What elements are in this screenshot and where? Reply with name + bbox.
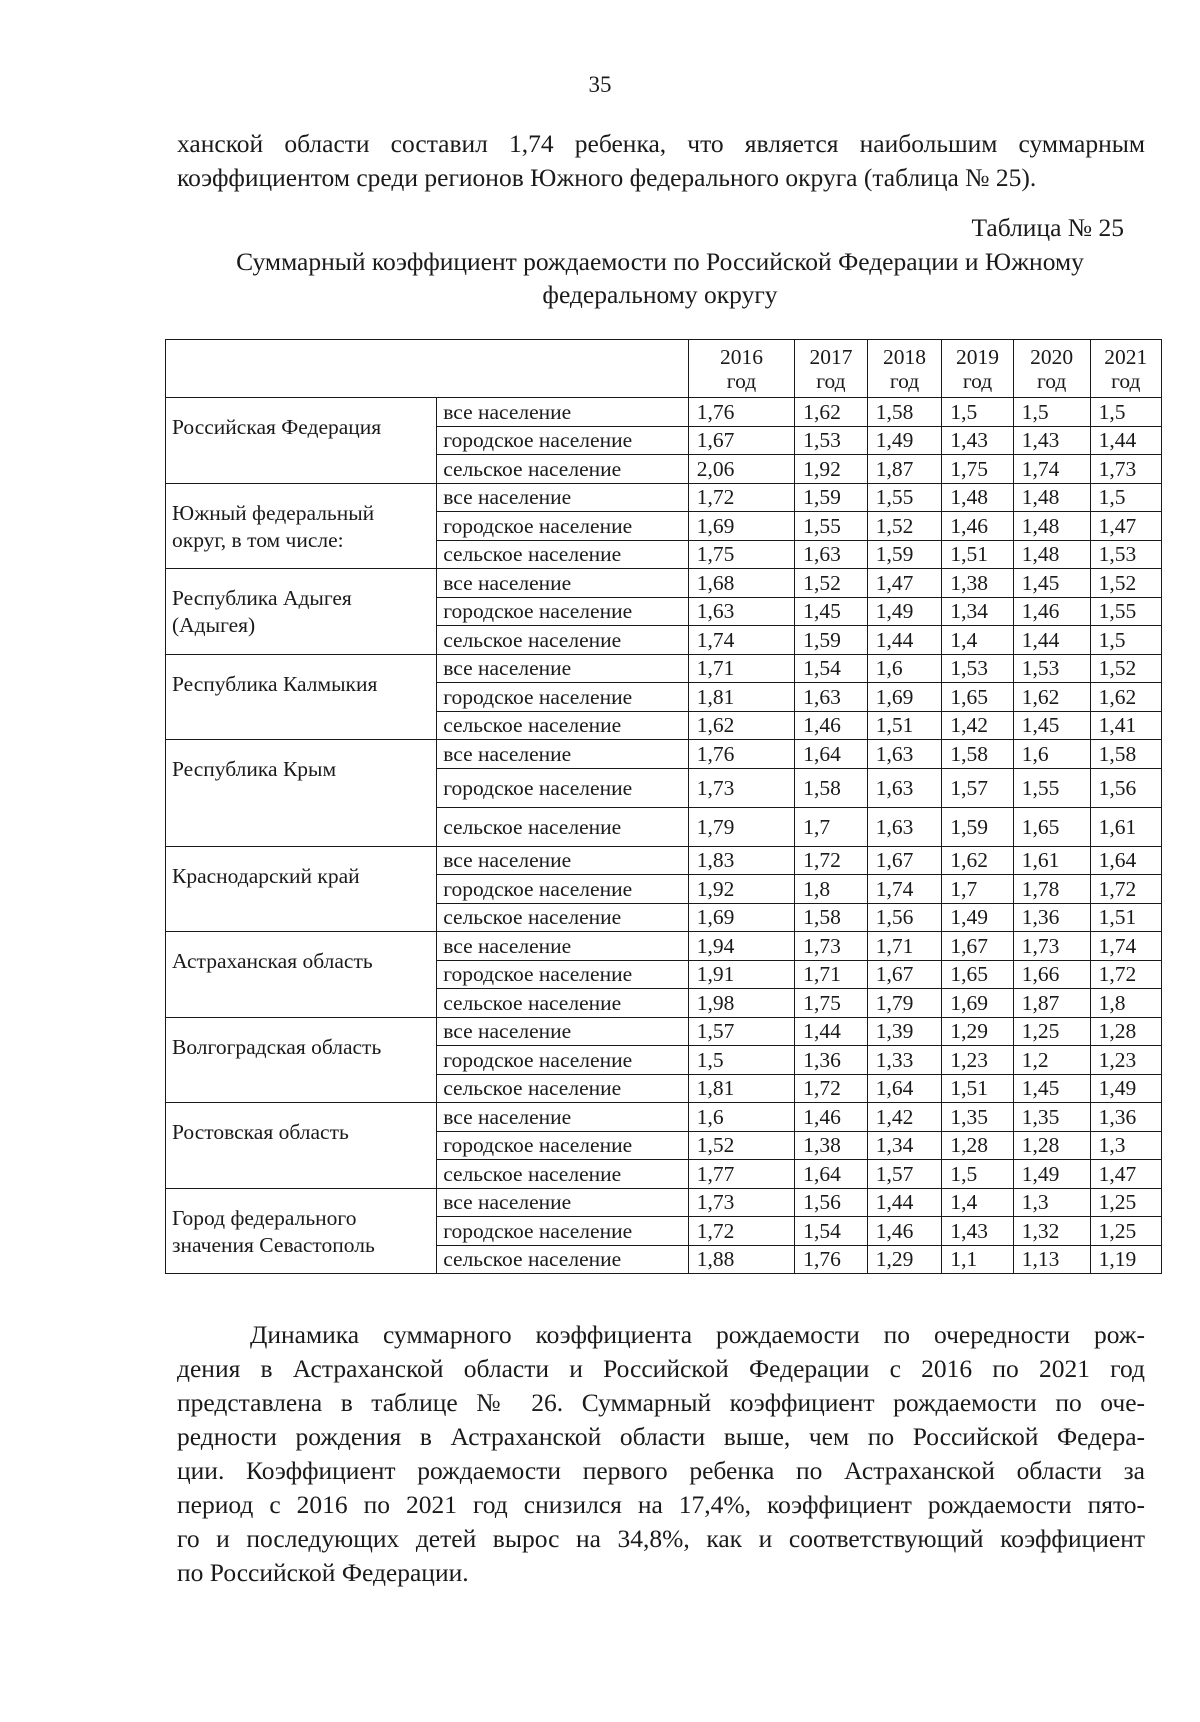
population-category-cell: сельское население — [437, 807, 688, 846]
rate-value-cell: 1,42 — [942, 711, 1013, 740]
population-category-cell: городское население — [437, 875, 688, 904]
table-row — [166, 1017, 1162, 1046]
rate-value-cell: 1,53 — [1090, 540, 1161, 569]
rate-value-cell: 1,4 — [942, 1188, 1013, 1217]
population-category-cell: все население — [437, 932, 688, 961]
rate-value-cell: 1,81 — [688, 1074, 795, 1103]
rate-value-cell: 1,23 — [942, 1046, 1013, 1075]
rate-value-cell: 1,64 — [867, 1074, 942, 1103]
year-label: 2021 — [1104, 344, 1148, 369]
population-category-cell: все население — [437, 740, 688, 769]
rate-value-cell: 1,79 — [867, 989, 942, 1018]
rate-value-cell: 1,72 — [795, 1074, 867, 1103]
rate-value-cell: 1,49 — [867, 426, 942, 455]
rate-value-cell: 1,67 — [688, 426, 795, 455]
year-header-cell — [867, 340, 942, 398]
rate-value-cell: 1,51 — [942, 1074, 1013, 1103]
rate-value-cell: 1,57 — [867, 1160, 942, 1189]
rate-value-cell: 1,72 — [688, 483, 795, 512]
rate-value-cell: 1,45 — [1013, 711, 1090, 740]
rate-value-cell: 1,72 — [795, 846, 867, 875]
rate-value-cell: 1,41 — [1090, 711, 1161, 740]
rate-value-cell: 1,59 — [795, 483, 867, 512]
outro-paragraph — [177, 1318, 1145, 1590]
text-line: ции. Коэффициент рождаемости первого ребенка по Астраханской области за — [177, 1456, 1145, 1485]
rate-value-cell: 1,57 — [942, 768, 1013, 807]
rate-value-cell: 1,52 — [795, 569, 867, 598]
caption-line: Суммарный коэффициент рождаемости по Российской Федерации и Южному — [236, 247, 1084, 276]
population-category-cell: сельское население — [437, 989, 688, 1018]
rate-value-cell: 1,13 — [1013, 1245, 1090, 1274]
rate-value-cell: 1,44 — [867, 626, 942, 655]
rate-value-cell: 1,5 — [1013, 398, 1090, 427]
year-label: 2017 — [809, 344, 853, 369]
rate-value-cell: 1,34 — [942, 597, 1013, 626]
population-category-cell: все население — [437, 483, 688, 512]
year-header-cell — [942, 340, 1013, 398]
rate-value-cell: 1,67 — [867, 960, 942, 989]
rate-value-cell: 1,5 — [942, 1160, 1013, 1189]
population-category-cell: городское население — [437, 768, 688, 807]
rate-value-cell: 1,6 — [867, 654, 942, 683]
region-name-cell: Южный федеральный округ, в том числе: — [166, 483, 437, 569]
rate-value-cell: 1,44 — [1013, 626, 1090, 655]
population-category-cell: городское население — [437, 512, 688, 541]
rate-value-cell: 1,61 — [1090, 807, 1161, 846]
rate-value-cell: 1,74 — [867, 875, 942, 904]
population-category-cell: сельское население — [437, 903, 688, 932]
rate-value-cell: 1,5 — [688, 1046, 795, 1075]
region-name-cell: Ростовская область — [166, 1103, 437, 1189]
rate-value-cell: 1,94 — [688, 932, 795, 961]
rate-value-cell: 1,43 — [942, 426, 1013, 455]
year-unit: год — [1036, 368, 1067, 393]
rate-value-cell: 1,46 — [795, 711, 867, 740]
population-category-cell: все население — [437, 1017, 688, 1046]
rate-value-cell: 1,92 — [688, 875, 795, 904]
rate-value-cell: 1,61 — [1013, 846, 1090, 875]
table-caption — [160, 245, 1160, 311]
rate-value-cell: 1,58 — [942, 740, 1013, 769]
rate-value-cell: 1,87 — [867, 455, 942, 484]
table-row — [166, 846, 1162, 875]
rate-value-cell: 1,5 — [1090, 626, 1161, 655]
rate-value-cell: 1,73 — [688, 1188, 795, 1217]
rate-value-cell: 1,55 — [1090, 597, 1161, 626]
rate-value-cell: 1,73 — [795, 932, 867, 961]
table-row — [166, 654, 1162, 683]
rate-value-cell: 1,42 — [867, 1103, 942, 1132]
population-category-cell: сельское население — [437, 626, 688, 655]
population-category-cell: городское население — [437, 960, 688, 989]
rate-value-cell: 1,54 — [795, 1217, 867, 1246]
year-header-cell — [795, 340, 867, 398]
rate-value-cell: 1,48 — [1013, 540, 1090, 569]
rate-value-cell: 1,69 — [942, 989, 1013, 1018]
rate-value-cell: 1,3 — [1090, 1131, 1161, 1160]
population-category-cell: городское население — [437, 426, 688, 455]
rate-value-cell: 1,53 — [1013, 654, 1090, 683]
year-unit: год — [816, 368, 846, 393]
text-line: го и последующих детей вырос на 34,8%, как и соответствующий коэффициент — [177, 1524, 1145, 1553]
year-unit: год — [1111, 368, 1141, 393]
rate-value-cell: 1,56 — [1090, 768, 1161, 807]
year-label: 2016 — [719, 344, 763, 369]
population-category-cell: сельское население — [437, 1074, 688, 1103]
rate-value-cell: 1,91 — [688, 960, 795, 989]
rate-value-cell: 1,54 — [795, 654, 867, 683]
rate-value-cell: 1,45 — [1013, 1074, 1090, 1103]
population-category-cell: сельское население — [437, 540, 688, 569]
year-header-cell — [688, 340, 795, 398]
rate-value-cell: 1,43 — [1013, 426, 1090, 455]
rate-value-cell: 1,52 — [1090, 654, 1161, 683]
rate-value-cell: 1,74 — [688, 626, 795, 655]
rate-value-cell: 1,49 — [1090, 1074, 1161, 1103]
rate-value-cell: 1,47 — [1090, 1160, 1161, 1189]
rate-value-cell: 1,74 — [1090, 932, 1161, 961]
rate-value-cell: 1,83 — [688, 846, 795, 875]
rate-value-cell: 1,63 — [688, 597, 795, 626]
year-unit: год — [726, 368, 757, 393]
rate-value-cell: 1,1 — [942, 1245, 1013, 1274]
rate-value-cell: 1,68 — [688, 569, 795, 598]
text-line: редности рождения в Астраханской области выше, чем по Российской Федера- — [177, 1422, 1145, 1451]
rate-value-cell: 1,58 — [867, 398, 942, 427]
rate-value-cell: 1,63 — [867, 740, 942, 769]
rate-value-cell: 1,44 — [867, 1188, 942, 1217]
header-empty-cell — [166, 340, 689, 398]
population-category-cell: городское население — [437, 1046, 688, 1075]
year-unit: год — [889, 368, 920, 393]
rate-value-cell: 1,48 — [1013, 483, 1090, 512]
rate-value-cell: 1,32 — [1013, 1217, 1090, 1246]
rate-value-cell: 1,73 — [688, 768, 795, 807]
population-category-cell: городское население — [437, 683, 688, 712]
rate-value-cell: 1,98 — [688, 989, 795, 1018]
rate-value-cell: 1,71 — [688, 654, 795, 683]
rate-value-cell: 1,62 — [688, 711, 795, 740]
page-number: 35 — [588, 72, 612, 97]
rate-value-cell: 1,44 — [1090, 426, 1161, 455]
rate-value-cell: 1,43 — [942, 1217, 1013, 1246]
rate-value-cell: 1,67 — [867, 846, 942, 875]
rate-value-cell: 1,73 — [1090, 455, 1161, 484]
population-category-cell: сельское население — [437, 1160, 688, 1189]
rate-value-cell: 1,46 — [942, 512, 1013, 541]
rate-value-cell: 1,45 — [1013, 569, 1090, 598]
rate-value-cell: 1,62 — [795, 398, 867, 427]
rate-value-cell: 1,35 — [1013, 1103, 1090, 1132]
rate-value-cell: 1,62 — [1090, 683, 1161, 712]
text-line: представлена в таблице № 26. Суммарный коэффициент рождаемости по оче- — [177, 1388, 1145, 1417]
rate-value-cell: 1,7 — [795, 807, 867, 846]
rate-value-cell: 1,63 — [795, 683, 867, 712]
rate-value-cell: 1,63 — [867, 807, 942, 846]
rate-value-cell: 1,52 — [1090, 569, 1161, 598]
rate-value-cell: 1,65 — [942, 960, 1013, 989]
rate-value-cell: 1,46 — [795, 1103, 867, 1132]
rate-value-cell: 1,48 — [1013, 512, 1090, 541]
rate-value-cell: 1,65 — [1013, 807, 1090, 846]
rate-value-cell: 1,46 — [1013, 597, 1090, 626]
rate-value-cell: 1,71 — [795, 960, 867, 989]
text-line: Динамика суммарного коэффициента рождаемости по очередности рож- — [250, 1320, 1145, 1349]
rate-value-cell: 1,75 — [688, 540, 795, 569]
rate-value-cell: 1,28 — [1090, 1017, 1161, 1046]
rate-value-cell: 1,6 — [688, 1103, 795, 1132]
rate-value-cell: 1,45 — [795, 597, 867, 626]
rate-value-cell: 1,36 — [1090, 1103, 1161, 1132]
rate-value-cell: 1,28 — [1013, 1131, 1090, 1160]
region-name-cell: Астраханская область — [166, 932, 437, 1018]
rate-value-cell: 1,58 — [795, 768, 867, 807]
rate-value-cell: 1,49 — [867, 597, 942, 626]
rate-value-cell: 1,72 — [1090, 875, 1161, 904]
region-name-cell: Республика Крым — [166, 740, 437, 847]
rate-value-cell: 1,64 — [1090, 846, 1161, 875]
rate-value-cell: 1,53 — [795, 426, 867, 455]
rate-value-cell: 1,59 — [867, 540, 942, 569]
rate-value-cell: 1,78 — [1013, 875, 1090, 904]
rate-value-cell: 1,49 — [1013, 1160, 1090, 1189]
rate-value-cell: 1,75 — [795, 989, 867, 1018]
table-row — [166, 932, 1162, 961]
text-line: период с 2016 по 2021 год снизился на 17,4%, коэффициент рождаемости пято- — [177, 1490, 1145, 1519]
population-category-cell: городское население — [437, 597, 688, 626]
rate-value-cell: 1,63 — [867, 768, 942, 807]
population-category-cell: сельское население — [437, 1245, 688, 1274]
rate-value-cell: 1,29 — [867, 1245, 942, 1274]
table-row — [166, 740, 1162, 769]
rate-value-cell: 1,25 — [1090, 1217, 1161, 1246]
population-category-cell: все население — [437, 1188, 688, 1217]
rate-value-cell: 1,77 — [688, 1160, 795, 1189]
rate-value-cell: 1,47 — [867, 569, 942, 598]
rate-value-cell: 1,66 — [1013, 960, 1090, 989]
rate-value-cell: 1,64 — [795, 1160, 867, 1189]
rate-value-cell: 1,29 — [942, 1017, 1013, 1046]
rate-value-cell: 1,56 — [795, 1188, 867, 1217]
rate-value-cell: 1,62 — [942, 846, 1013, 875]
rate-value-cell: 1,48 — [942, 483, 1013, 512]
rate-value-cell: 1,8 — [1090, 989, 1161, 1018]
rate-value-cell: 1,76 — [688, 740, 795, 769]
rate-value-cell: 1,65 — [942, 683, 1013, 712]
rate-value-cell: 1,92 — [795, 455, 867, 484]
rate-value-cell: 1,19 — [1090, 1245, 1161, 1274]
table-row — [166, 1188, 1162, 1217]
rate-value-cell: 1,4 — [942, 626, 1013, 655]
rate-value-cell: 1,67 — [942, 932, 1013, 961]
text-line: дения в Астраханской области и Российской Федерации с 2016 по 2021 год — [177, 1354, 1145, 1383]
population-category-cell: все население — [437, 846, 688, 875]
rate-value-cell: 1,36 — [1013, 903, 1090, 932]
intro-paragraph — [177, 127, 1145, 195]
rate-value-cell: 1,69 — [688, 903, 795, 932]
region-name-cell: Республика Адыгея (Адыгея) — [166, 569, 437, 655]
rate-value-cell: 1,35 — [942, 1103, 1013, 1132]
population-category-cell: сельское население — [437, 455, 688, 484]
rate-value-cell: 1,8 — [795, 875, 867, 904]
table-header-row — [166, 340, 1162, 398]
rate-value-cell: 1,72 — [688, 1217, 795, 1246]
region-name-cell: Краснодарский край — [166, 846, 437, 932]
rate-value-cell: 1,34 — [867, 1131, 942, 1160]
rate-value-cell: 1,69 — [688, 512, 795, 541]
table-number: Таблица № 25 — [971, 213, 1124, 242]
text-line: по Российской Федерации. — [177, 1558, 469, 1587]
rate-value-cell: 1,23 — [1090, 1046, 1161, 1075]
rate-value-cell: 1,57 — [688, 1017, 795, 1046]
rate-value-cell: 2,06 — [688, 455, 795, 484]
rate-value-cell: 1,87 — [1013, 989, 1090, 1018]
table-row — [166, 483, 1162, 512]
rate-value-cell: 1,52 — [688, 1131, 795, 1160]
rate-value-cell: 1,51 — [1090, 903, 1161, 932]
rate-value-cell: 1,56 — [867, 903, 942, 932]
rate-value-cell: 1,51 — [867, 711, 942, 740]
rate-value-cell: 1,79 — [688, 807, 795, 846]
rate-value-cell: 1,38 — [942, 569, 1013, 598]
rate-value-cell: 1,76 — [795, 1245, 867, 1274]
rate-value-cell: 1,55 — [1013, 768, 1090, 807]
rate-value-cell: 1,62 — [1013, 683, 1090, 712]
rate-value-cell: 1,52 — [867, 512, 942, 541]
rate-value-cell: 1,53 — [942, 654, 1013, 683]
year-unit: год — [962, 368, 993, 393]
rate-value-cell: 1,5 — [1090, 483, 1161, 512]
text-line: ханской области составил 1,74 ребенка, что является наибольшим суммарным — [177, 129, 1145, 158]
table-row — [166, 569, 1162, 598]
population-category-cell: все население — [437, 398, 688, 427]
rate-value-cell: 1,55 — [795, 512, 867, 541]
rate-value-cell: 1,51 — [942, 540, 1013, 569]
region-name-cell: Российская Федерация — [166, 398, 437, 484]
rate-value-cell: 1,7 — [942, 875, 1013, 904]
rate-value-cell: 1,25 — [1090, 1188, 1161, 1217]
rate-value-cell: 1,76 — [688, 398, 795, 427]
rate-value-cell: 1,49 — [942, 903, 1013, 932]
population-category-cell: все население — [437, 1103, 688, 1132]
rate-value-cell: 1,59 — [795, 626, 867, 655]
population-category-cell: городское население — [437, 1131, 688, 1160]
region-name-cell: Волгоградская область — [166, 1017, 437, 1103]
table-row — [166, 398, 1162, 427]
rate-value-cell: 1,63 — [795, 540, 867, 569]
rate-value-cell: 1,46 — [867, 1217, 942, 1246]
rate-value-cell: 1,39 — [867, 1017, 942, 1046]
fertility-table — [165, 339, 1162, 1274]
rate-value-cell: 1,33 — [867, 1046, 942, 1075]
rate-value-cell: 1,59 — [942, 807, 1013, 846]
year-header-cell — [1013, 340, 1090, 398]
year-label: 2020 — [1030, 344, 1074, 369]
text-line: коэффициентом среди регионов Южного федерального округа (таблица № 25). — [177, 163, 1037, 192]
table-row — [166, 1103, 1162, 1132]
year-label: 2018 — [883, 344, 927, 369]
rate-value-cell: 1,64 — [795, 740, 867, 769]
rate-value-cell: 1,55 — [867, 483, 942, 512]
rate-value-cell: 1,69 — [867, 683, 942, 712]
rate-value-cell: 1,28 — [942, 1131, 1013, 1160]
rate-value-cell: 1,81 — [688, 683, 795, 712]
rate-value-cell: 1,44 — [795, 1017, 867, 1046]
rate-value-cell: 1,2 — [1013, 1046, 1090, 1075]
rate-value-cell: 1,3 — [1013, 1188, 1090, 1217]
population-category-cell: все население — [437, 654, 688, 683]
region-name-cell: Республика Калмыкия — [166, 654, 437, 740]
population-category-cell: все население — [437, 569, 688, 598]
rate-value-cell: 1,58 — [1090, 740, 1161, 769]
rate-value-cell: 1,6 — [1013, 740, 1090, 769]
rate-value-cell: 1,36 — [795, 1046, 867, 1075]
year-label: 2019 — [956, 344, 1000, 369]
region-name-cell: Город федерального значения Севастополь — [166, 1188, 437, 1274]
population-category-cell: сельское население — [437, 711, 688, 740]
rate-value-cell: 1,5 — [1090, 398, 1161, 427]
rate-value-cell: 1,5 — [942, 398, 1013, 427]
rate-value-cell: 1,71 — [867, 932, 942, 961]
table-body — [166, 340, 1162, 1274]
rate-value-cell: 1,74 — [1013, 455, 1090, 484]
rate-value-cell: 1,25 — [1013, 1017, 1090, 1046]
rate-value-cell: 1,73 — [1013, 932, 1090, 961]
year-header-cell — [1090, 340, 1161, 398]
caption-line: федеральному округу — [542, 280, 778, 309]
rate-value-cell: 1,47 — [1090, 512, 1161, 541]
rate-value-cell: 1,72 — [1090, 960, 1161, 989]
rate-value-cell: 1,38 — [795, 1131, 867, 1160]
population-category-cell: городское население — [437, 1217, 688, 1246]
rate-value-cell: 1,75 — [942, 455, 1013, 484]
rate-value-cell: 1,88 — [688, 1245, 795, 1274]
rate-value-cell: 1,58 — [795, 903, 867, 932]
